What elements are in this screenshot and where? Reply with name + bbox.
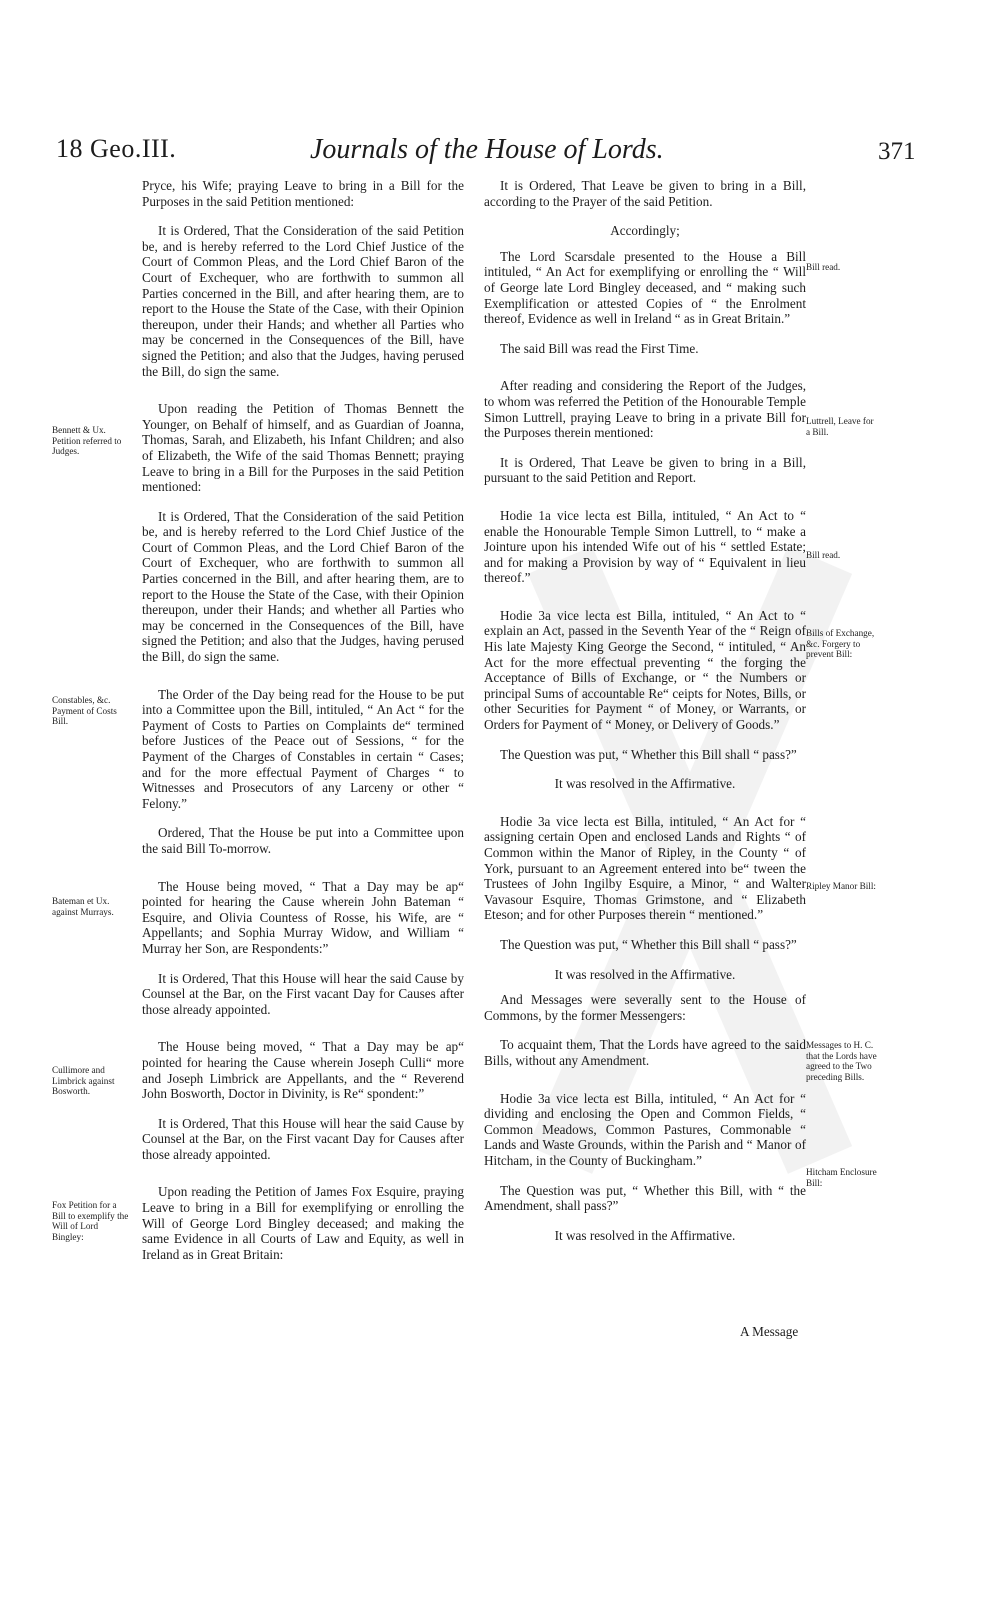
paragraph: Hodie 3a vice lecta est Billa, intituled, “ An Act for “ assigning certain Open and enclosed Lands and Rights “ of Common within the Manor of Ripley, in the County “ of York, pursuant to an Agreement entered into be“ tween the Trustees of John Ingilby Esquire, a Minor, “ and Walter Vavasour Esquire, Thomas Grimstone, and “ Elizabeth Eteson; and for other Purposes therein “ mentioned.” — [484, 813, 806, 923]
paragraph: It is Ordered, That this House will hear the said Cause by Counsel at the Bar, on the First vacant Day for Causes after those already appointed. — [142, 970, 464, 1017]
margin-note: Bennett & Ux. Petition referred to Judges. — [52, 425, 122, 457]
margin-note: Ripley Manor Bill: — [806, 881, 876, 891]
paragraph: The Question was put, “ Whether this Bill, with “ the Amendment, shall pass?” — [484, 1182, 806, 1214]
paragraph: It is Ordered, That Leave be given to bring in a Bill, pursuant to the said Petition and Report. — [484, 454, 806, 486]
margin-note: Bateman et Ux. against Murrays. — [52, 896, 114, 917]
paragraph: The said Bill was read the First Time. — [500, 340, 699, 356]
paragraph: To acquaint them, That the Lords have agreed to the said Bills, without any Amendment. — [484, 1037, 806, 1068]
margin-note: Bill read. — [806, 262, 841, 272]
paragraph: And Messages were severally sent to the House of Commons, by the former Messengers: — [484, 992, 806, 1023]
journal-title: Journals of the House of Lords. — [310, 134, 664, 165]
margin-note: Messages to H. C. that the Lords have agreed to the Two preceding Bills. — [806, 1040, 877, 1082]
paragraph: The House being moved, “ That a Day may be ap“ pointed for hearing the Cause wherein John Bateman “ Esquire, and Olivia Countess of Rosse, his Wife, are “ Appellants; and Sophia Murray Widow, and William “ Murray her Son, are Respondents:” — [142, 878, 464, 956]
paragraph: It was resolved in the Affirmative. — [554, 776, 736, 792]
margin-note: Constables, &c. Payment of Costs Bill. — [52, 695, 117, 727]
paragraph: The House being moved, “ That a Day may be ap“ pointed for hearing the Cause wherein Joseph Culli“ more and Joseph Limbrick are Appellants, and the “ Reverend John Bosworth, Doctor in Divinity, is Re“ spondent:” — [142, 1039, 464, 1102]
page-number: 371 — [878, 138, 916, 165]
paragraph: It was resolved in the Affirmative. — [554, 1227, 736, 1243]
margin-note: Hitcham Enclosure Bill: — [806, 1167, 877, 1188]
paragraph: It was resolved in the Affirmative. — [554, 966, 736, 982]
margin-note: Bill read. — [806, 550, 841, 560]
paragraph: It is Ordered, That the Consideration of the said Petition be, and is hereby referred to the Lord Chief Justice of the Court of Common Pleas, and the Lord Chief Baron of the Court of Exchequer, who are forthwith to summon all Parties concerned in the Bill, and after hearing them, are to report to the House the State of the Case, with their Opinion thereupon, under their Hands; and whether all Parties who may be concerned in the Consequences of the Bill, have signed the Petition; and also that the Judges, having perused the Bill, do sign the same. — [142, 508, 464, 665]
paragraph: Hodie 3a vice lecta est Billa, intituled, “ An Act to “ explain an Act, passed in the Seventh Year of the “ Reign of His late Majesty King George the Second, “ intituled, “ An Act for the more effectual preventing “ the forging the Acceptance of Bills of Exchange, or “ the Numbers or principal Sums of accountable Re“ ceipts for Notes, Bills, or other Securities for Payment “ of Money, or Warrants, or Orders for Payment of “ Money, or Delivery of Goods.” — [484, 607, 806, 733]
paragraph: Accordingly; — [610, 223, 680, 239]
margin-note: Bills of Exchange, &c. Forgery to prevent Bill: — [806, 628, 875, 660]
paragraph: After reading and considering the Report of the Judges, to whom was referred the Petition of the Honourable Temple Simon Luttrell, praying Leave to bring in a private Bill for the Purposes therein mentioned: — [484, 378, 806, 441]
right-column — [484, 178, 806, 1253]
paragraph: Upon reading the Petition of Thomas Bennett the Younger, on Behalf of himself, and as Guardian of Joanna, Thomas, Sarah, and Elizabeth, his Infant Children; and also of Elizabeth, the Wife of the said Thomas Bennett; praying Leave to bring in a Bill for the Purposes in the said Petition mentioned: — [142, 401, 464, 495]
paragraph: Upon reading the Petition of James Fox Esquire, praying Leave to bring in a Bill for exemplifying or enrolling the Will of George Lord Bingley deceased; and making the same Evidence in all Courts of Law and Equity, as well in Ireland as in Great Britain: — [142, 1184, 464, 1262]
margin-note: Cullimore and Limbrick against Bosworth. — [52, 1065, 115, 1097]
page-header — [0, 112, 992, 172]
paragraph: Hodie 1a vice lecta est Billa, intituled, “ An Act to “ enable the Honourable Temple Simon Luttrell, to “ make a Jointure upon his intended Wife out of his “ settled Estate; and for making a Provision by way of “ Equivalent in lieu thereof.” — [484, 507, 806, 586]
paragraph: The Order of the Day being read for the House to be put into a Committee upon the Bill, intituled, “ An Act “ for the Payment of Costs to Parties on Complaints de“ termined before Justices of the Peace out of Sessions, “ for the Payment of the Charges of Constables in certain “ Cases; and for the more effectual Payment of Charges “ to Witnesses and Prosecutors of any Larceny or other “ Felony.” — [142, 686, 464, 811]
margin-note: Fox Petition for a Bill to exemplify the Will of Lord Bingley: — [52, 1200, 129, 1242]
regnal-year: 18 Geo.III. — [56, 134, 177, 163]
paragraph: Hodie 3a vice lecta est Billa, intituled, “ An Act for “ dividing and enclosing the Open and Common Fields, “ Common Meadows, Common Pastures, Commonable “ Lands and Waste Grounds, within the Parish and “ Manor of Hitcham, in the County of Buckingham.” — [484, 1090, 806, 1168]
paragraph: It is Ordered, That the Consideration of the said Petition be, and is hereby referred to the Lord Chief Justice of the Court of Common Pleas, and the Lord Chief Baron of the Court of Exchequer, who are forthwith to summon all Parties concerned in the Bill, and after hearing them, are to report to the House the State of the Case, with their Opinion thereupon, under their Hands; and whether all Parties who may be concerned in the Consequences of the Bill, have signed the Petition; and also that the Judges, having perused the Bill, do sign the same. — [142, 223, 464, 379]
catchword: A Message — [740, 1324, 799, 1339]
paragraph: It is Ordered, That Leave be given to bring in a Bill, according to the Prayer of the said Petition. — [484, 178, 806, 209]
paragraph: It is Ordered, That this House will hear the said Cause by Counsel at the Bar, on the First vacant Day for Causes after those already appointed. — [142, 1115, 464, 1162]
margin-note: Luttrell, Leave for a Bill. — [806, 416, 874, 437]
paragraph: The Lord Scarsdale presented to the House a Bill intituled, “ An Act for exemplifying or enrolling the “ Will of George late Lord Bingley deceased, and “ making such Exemplification or attested Copies of “ the Enrolment thereof, Evidence as well in Ireland “ as in Great Britain.” — [484, 248, 806, 327]
paragraph: The Question was put, “ Whether this Bill shall “ pass?” — [500, 746, 797, 762]
paragraph: Pryce, his Wife; praying Leave to bring in a Bill for the Purposes in the said Petition mentioned: — [142, 178, 464, 209]
paragraph: Ordered, That the House be put into a Committee upon the said Bill To-morrow. — [142, 825, 464, 856]
paragraph: The Question was put, “ Whether this Bill shall “ pass?” — [500, 936, 797, 952]
left-column — [142, 178, 464, 1276]
